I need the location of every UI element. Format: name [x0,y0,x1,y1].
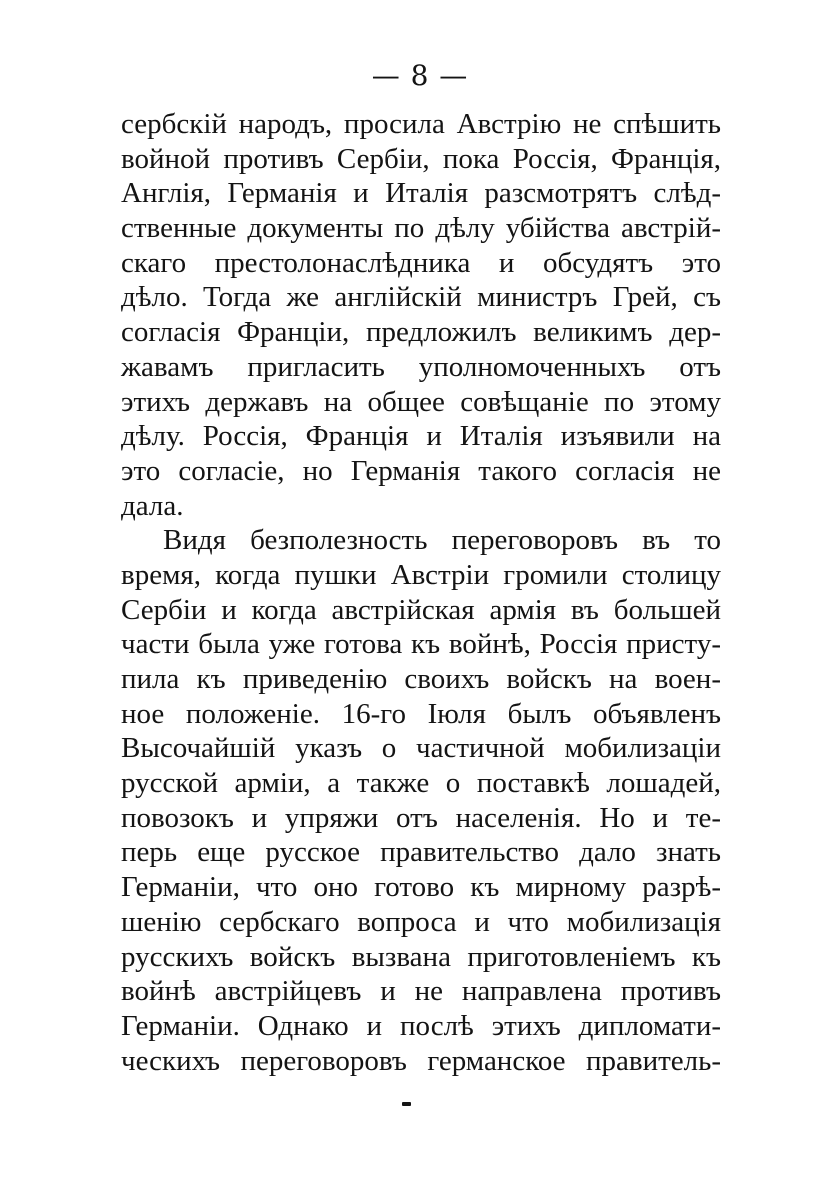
text-line: ческихъ переговоровъ германское правитель- [121,1044,721,1077]
signature-mark [402,1102,411,1106]
text-line: русскихъ войскъ вызвана приготовленіемъ къ [121,940,721,973]
text-line: Германіи. Однако и послѣ этихъ дипломати- [121,1009,721,1042]
text-line: жавамъ пригласить уполномоченныхъ отъ [121,350,721,383]
text-line: скаго престолонаслѣдника и обсудятъ это [121,246,721,279]
text-line: Видя безполезность переговоровъ въ то [163,524,721,557]
paragraph-2 [121,523,721,1078]
text-line: войнѣ австрійцевъ и не направлена противъ [121,975,721,1008]
paragraph-1 [121,107,721,523]
text-line: дѣло. Тогда же англійскій министръ Грей, съ [121,281,721,314]
text-line: русской арміи, а также о поставкѣ лошадей, [121,767,721,800]
text-line: пила къ приведенію своихъ войскъ на воен- [121,663,721,695]
text-line: Высочайшій указъ о частичной мобилизаціи [121,732,721,765]
text-line: дала. [121,489,184,522]
text-line: шенію сербскаго вопроса и что мобилизація [121,905,721,938]
text-line: части была уже готова къ войнѣ, Россія присту- [121,628,721,661]
text-line: перь еще русское правительство дало знать [121,836,721,869]
text-line: ное положеніе. 16-го Іюля былъ объявленъ [121,697,721,730]
text-line: сербскій народъ, просила Австрію не спѣшить [121,108,721,140]
body-text [121,107,721,1078]
text-line: повозокъ и упряжи отъ населенія. Но и те- [121,801,721,834]
text-line: ственные документы по дѣлу убійства австрій- [121,212,721,245]
text-line: Сербіи и когда австрійская армія въ большей [121,593,721,626]
text-line: это согласіе, но Германія такого согласія не [121,454,721,487]
page-number: — 8 — [371,59,469,92]
text-line: дѣлу. Россія, Франція и Италія изъявили на [121,420,721,453]
text-line: время, когда пушки Австріи громили столицу [121,558,721,591]
text-line: Англія, Германія и Италія разсмотрятъ слѣд- [121,177,721,210]
text-line: этихъ державъ на общее совѣщаніе по этому [121,385,721,418]
text-line: Германіи, что оно готово къ мирному разрѣ- [121,871,721,904]
text-line: войной противъ Сербіи, пока Россія, Франція, [121,142,721,175]
text-line: согласія Франціи, предложилъ великимъ дер- [121,316,721,349]
